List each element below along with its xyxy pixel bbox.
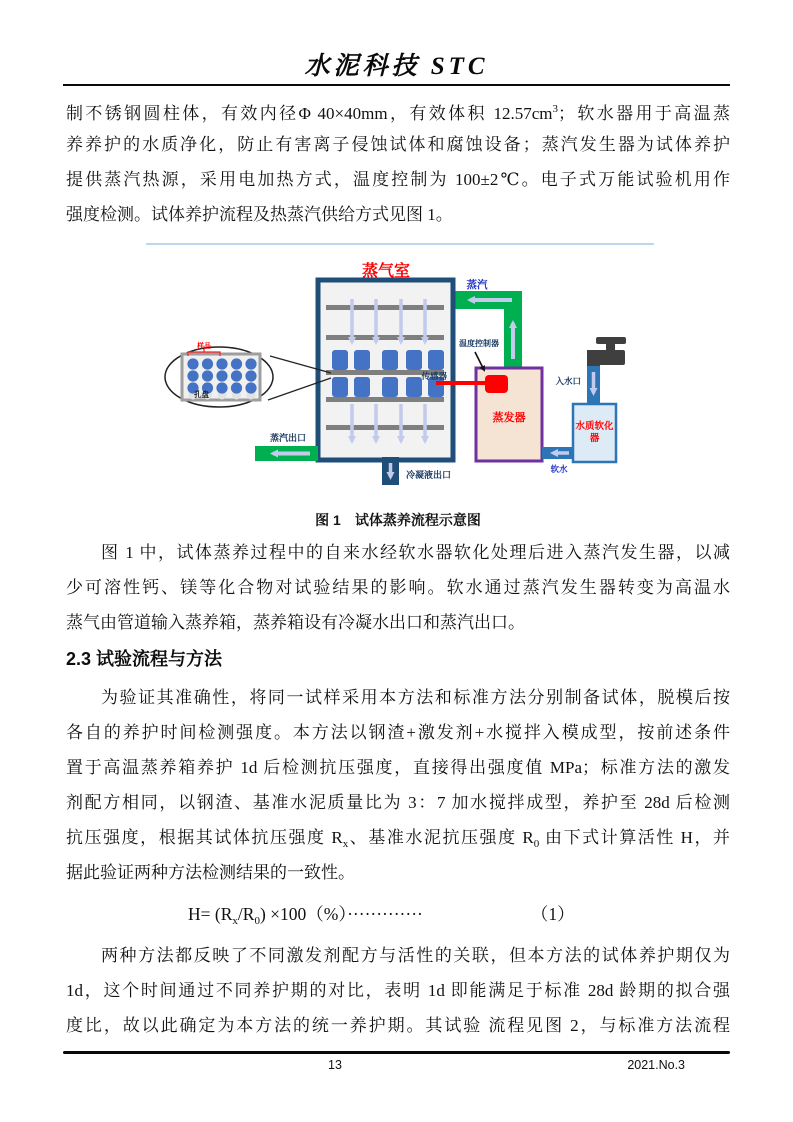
text-line: 各自的养护时间检测强度。本方法以钢渣+激发剂+水搅拌入模成型，按前述条件 (66, 723, 730, 742)
text-line: 少可溶性钙、镁等化合物对试验结果的影响。软水通过蒸汽发生器转变为高温水 (66, 578, 730, 597)
text-line: 据此验证两种方法检测结果的一致性。 (66, 863, 355, 882)
text-line: 强度检测。试体养护流程及热蒸汽供给方式见图 1。 (66, 205, 453, 224)
text-line: 为验证其准确性，将同一试样采用本方法和标准方法分别制备试体，脱模后按 (101, 688, 730, 707)
soft-water-label: 软水 (550, 464, 568, 474)
subscript: 0 (533, 838, 540, 850)
formula-1 (66, 897, 730, 932)
sample-label: 样品 (197, 343, 211, 350)
water-softener-label-line2: 器 (589, 433, 600, 444)
text-run: 制不锈钢圆柱体，有效内径Φ 40×40mm，有效体积 12.57cm (66, 104, 553, 123)
text-line: 蒸气由管道输入蒸养箱，蒸养箱设有冷凝水出口和蒸汽出口。 (66, 613, 525, 632)
subscript: 0 (254, 915, 260, 927)
text-line: 1d，这个时间通过不同养护期的对比，表明 1d 即能满足于标准 28d 龄期的拟合强 (66, 981, 730, 1000)
water-softener-label-line1: 水质软化 (575, 421, 614, 432)
figure-caption: 图 1 试体蒸养流程示意图 (315, 512, 481, 528)
paragraph-4 (66, 938, 730, 1043)
superscript: 3 (552, 103, 558, 115)
paragraph-3 (66, 680, 730, 890)
text-line: 养养护的水质净化，防止有害离子侵蚀试体和腐蚀设备；蒸汽发生器为试体养护 (66, 135, 730, 154)
text-line: 置于高温蒸养箱养护 1d 后检测抗压强度，直接得出强度值 MPa；标准方法的激发 (66, 758, 730, 777)
text-run: 抗压强度，根据其试体抗压强度 R (66, 828, 343, 847)
subscript: x (342, 838, 349, 850)
steam-curing-flow-diagram (140, 245, 660, 501)
water-inlet-label: 入水口 (555, 376, 581, 386)
temperature-controller-label: 温度控制器 (459, 339, 499, 348)
text-line (66, 92, 730, 127)
paragraph-2 (66, 535, 730, 640)
steam-outlet-label: 蒸汽出口 (269, 433, 307, 443)
formula-number: （1） (530, 904, 575, 924)
evaporator-label: 蒸发器 (492, 412, 526, 424)
text-line: 提供蒸汽热源，采用电加热方式，温度控制为 100±2℃。电子式万能试验机用作 (66, 170, 730, 189)
header-rule (63, 84, 730, 86)
tray-bar (326, 397, 444, 402)
section-heading: 2.3 试验流程与方法 (66, 649, 223, 669)
temperature-controller-icon (485, 375, 508, 393)
hole-plate-label: 孔盘 (194, 390, 209, 399)
paragraph-1 (66, 92, 730, 232)
text-run: 由下式计算活性 H，并 (539, 828, 730, 847)
text-run: ；软水器用于高温蒸 (558, 104, 731, 123)
condensate-outlet-label: 冷凝液出口 (406, 470, 452, 480)
text-line: 剂配方相同，以钢渣、基准水泥质量比为 3：7 加水搅拌成型，养护至 28d 后检测 (66, 793, 730, 812)
text-line (66, 820, 730, 855)
journal-title: 水泥科技 STC (304, 53, 489, 80)
text-line: 两种方法都反映了不同激发剂配方与活性的关联，但本方法的试体养护期仅为 (101, 946, 730, 965)
figure-1-diagram (140, 245, 660, 501)
text-run: 、基准水泥抗压强度 R (348, 828, 534, 847)
sample-dots (187, 358, 256, 393)
formula-text: ) ×100（%）············· (259, 904, 423, 924)
steam-label: 蒸汽 (466, 279, 488, 291)
issue-label: 2021.No.3 (627, 1058, 685, 1072)
formula-text: /R (237, 904, 255, 924)
page-number: 13 (328, 1058, 342, 1072)
faucet-icon (587, 337, 626, 369)
subscript: x (232, 915, 238, 927)
sensor-label: 传感器 (421, 371, 447, 381)
steam-chamber-title: 蒸气室 (361, 263, 411, 280)
text-line: 度比，故以此确定为本方法的统一养护期。其试验 流程见图 2，与标准方法流程 (66, 1016, 730, 1035)
text-line: 图 1 中，试体蒸养过程中的自来水经软水器软化处理后进入蒸汽发生器，以减 (101, 543, 730, 562)
footer-rule (63, 1051, 730, 1054)
formula-text: H= (R (188, 904, 233, 924)
